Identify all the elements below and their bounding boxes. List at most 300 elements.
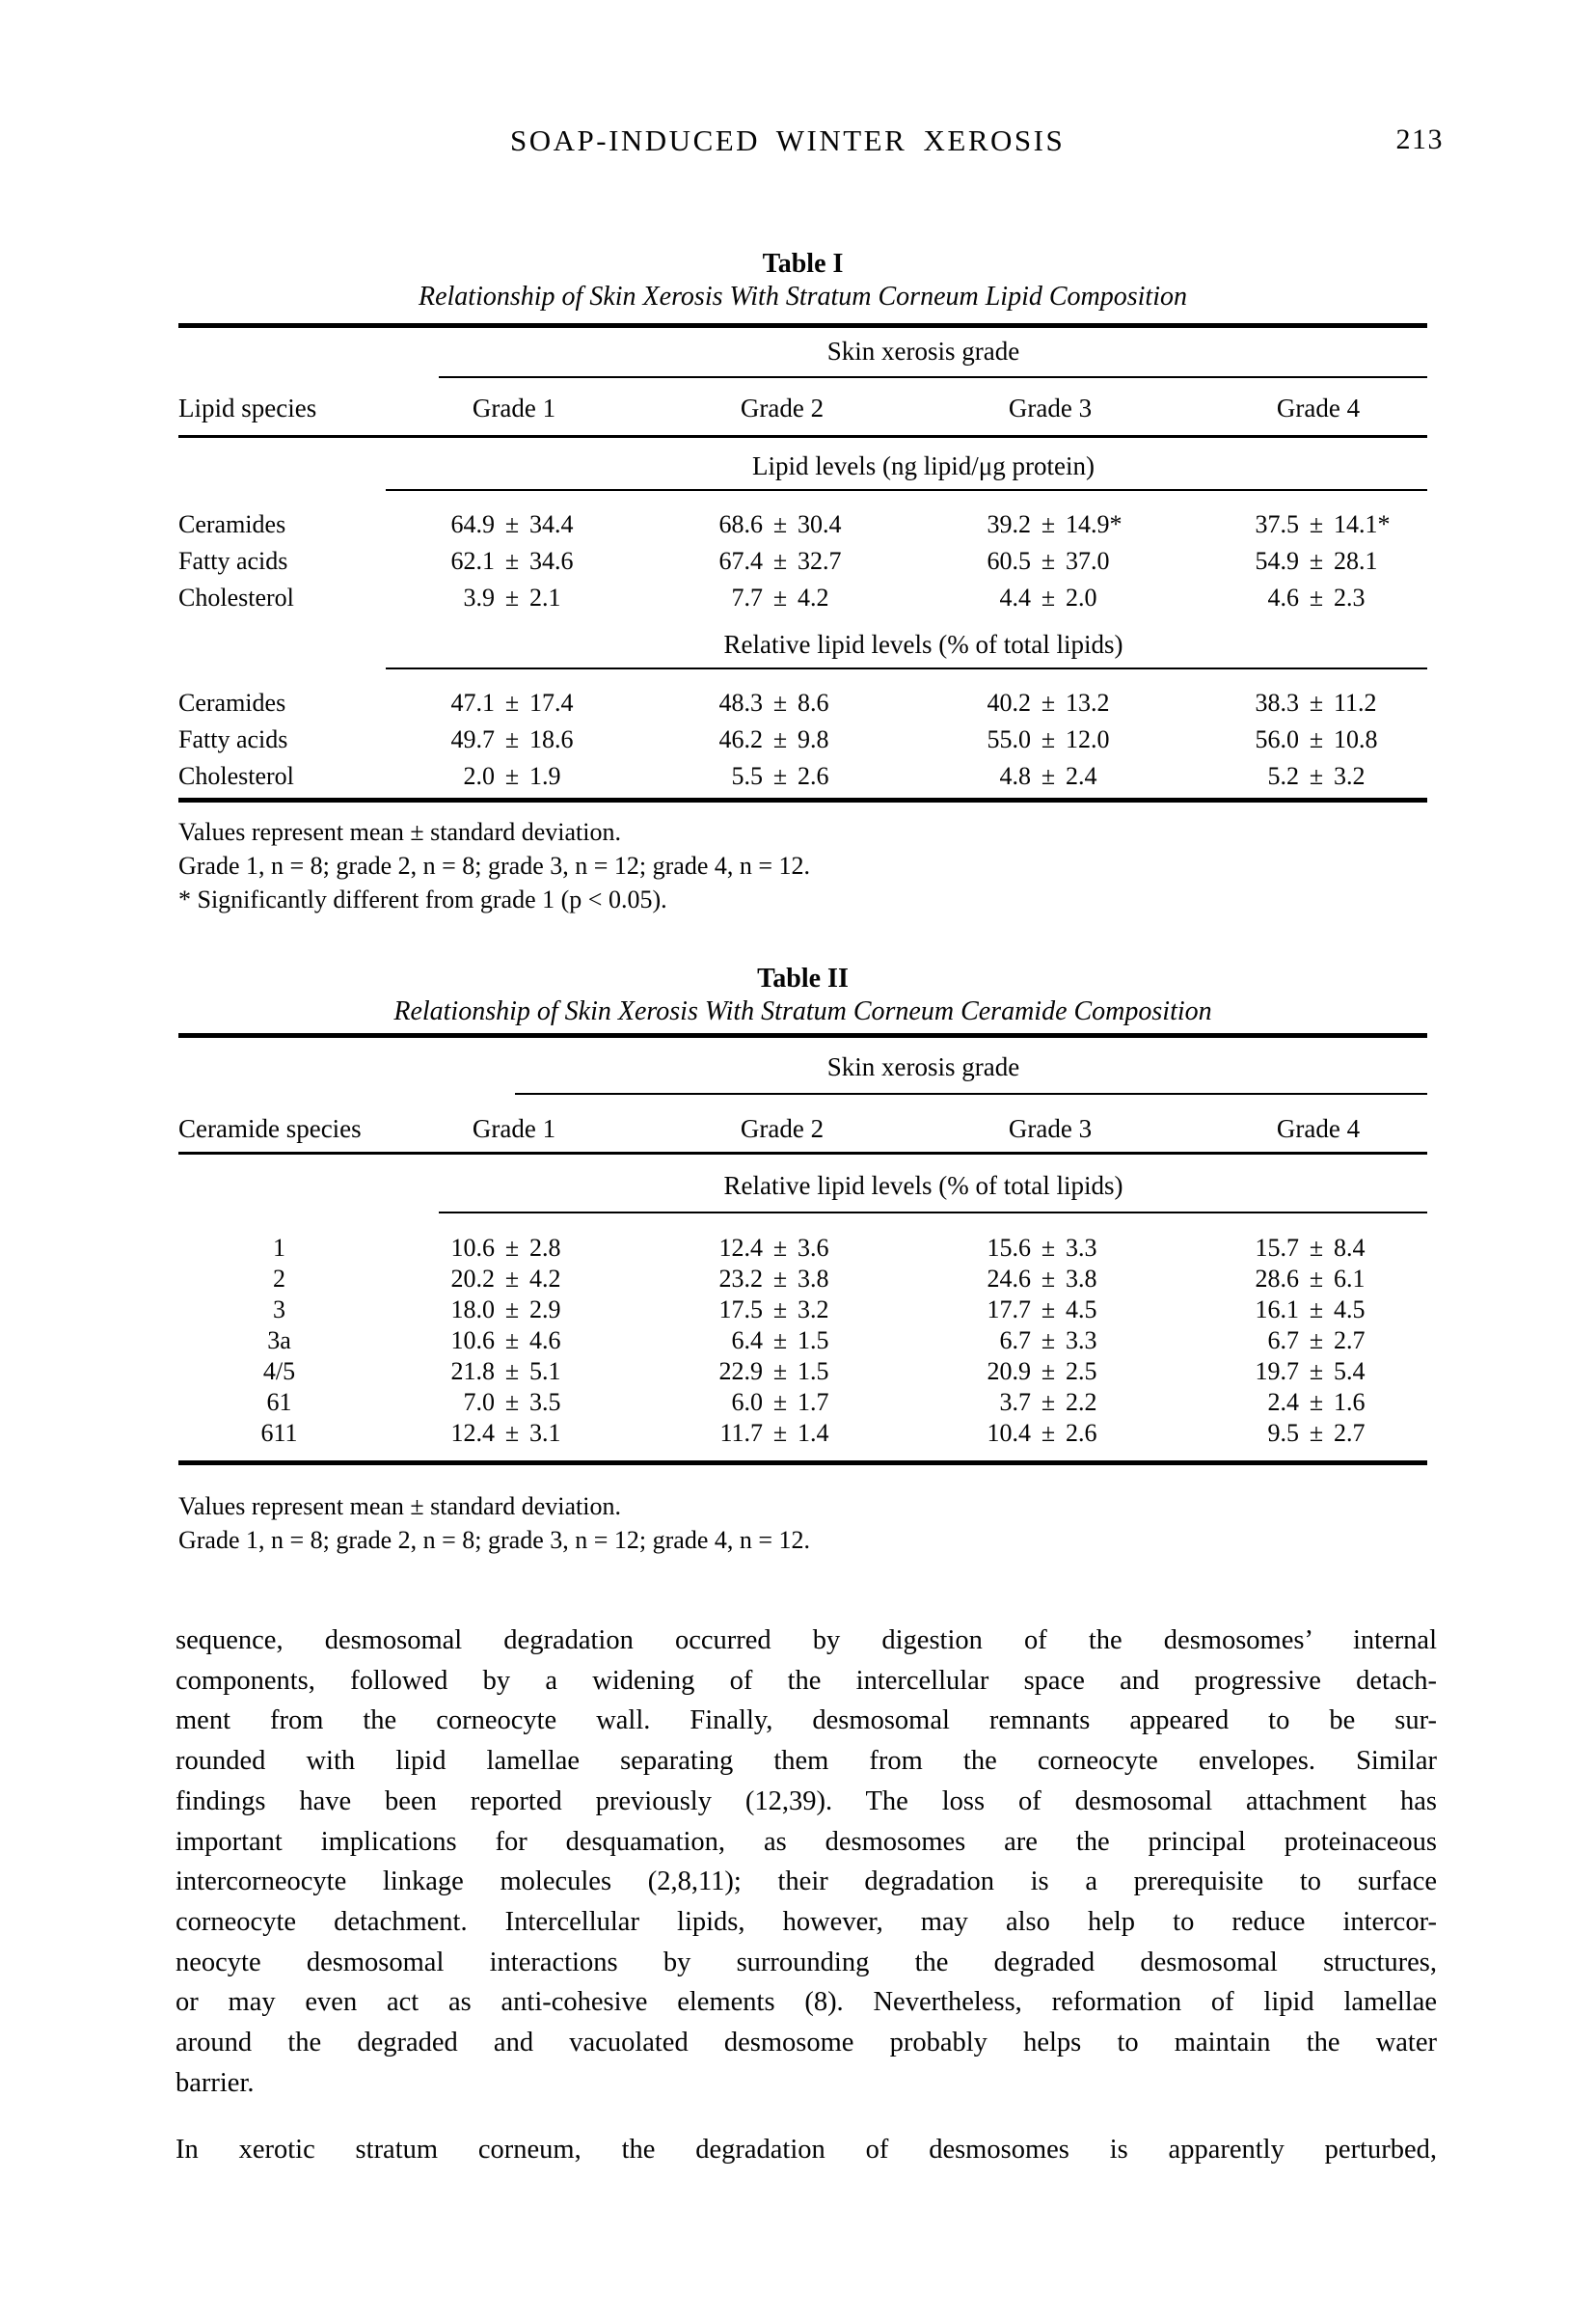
mean-value: 2.4 <box>1267 1388 1299 1416</box>
sd-value: 4.5 <box>1334 1295 1366 1323</box>
sd-value: 14.1* <box>1334 510 1391 538</box>
grade-spanner-label: Skin xerosis grade <box>826 337 1020 366</box>
table-label: Table I <box>762 249 844 279</box>
value-cell <box>648 1325 916 1356</box>
value-cell <box>380 722 648 758</box>
mean-value: 10.4 <box>987 1419 1031 1447</box>
table-title: Relationship of Skin Xerosis With Stratum Corneum Lipid Composition <box>419 282 1187 312</box>
sd-value: 14.9* <box>1066 510 1123 538</box>
plus-minus-symbol: ± <box>772 547 788 575</box>
plus-minus-symbol: ± <box>1309 762 1324 790</box>
body-line: findings have been reported previously (12,39). The loss of desmosomal attachment has <box>176 1785 1437 1816</box>
value-cell <box>380 1356 648 1387</box>
row-label: Ceramides <box>178 510 286 538</box>
table-header-row <box>178 394 1452 422</box>
plus-minus-symbol: ± <box>772 1357 788 1385</box>
body-line: rounded with lipid lamellae separating them from the corneocyte envelopes. Similar <box>176 1746 1437 1777</box>
value-cell <box>916 1294 1184 1325</box>
row-label: 611 <box>260 1419 298 1447</box>
sd-value: 4.6 <box>529 1326 561 1354</box>
mean-value: 6.4 <box>731 1326 763 1354</box>
plus-minus-symbol: ± <box>1309 1234 1324 1262</box>
paragraph <box>176 2130 1437 2170</box>
sd-value: 9.8 <box>798 725 829 753</box>
row-label: Fatty acids <box>178 725 288 753</box>
mean-value: 6.7 <box>1267 1326 1299 1354</box>
plus-minus-symbol: ± <box>1041 762 1056 790</box>
sd-value: 2.5 <box>1066 1357 1097 1385</box>
value-cell <box>916 580 1184 616</box>
column-header: Grade 1 <box>472 1114 556 1143</box>
section-subheader: Lipid levels (ng lipid/μg protein) <box>752 451 1095 480</box>
sd-value: 34.6 <box>529 547 574 575</box>
value-cell <box>1184 1356 1452 1387</box>
mean-value: 22.9 <box>718 1357 763 1385</box>
sd-value: 3.5 <box>529 1388 561 1416</box>
mean-value: 7.7 <box>731 584 763 612</box>
plus-minus-symbol: ± <box>1309 1265 1324 1293</box>
plus-minus-symbol: ± <box>1041 1357 1056 1385</box>
running-head: SOAP-INDUCED WINTER XEROSIS <box>510 123 1066 157</box>
mean-value: 48.3 <box>718 689 763 717</box>
body-text <box>176 1621 1437 2170</box>
mean-value: 2.0 <box>463 762 495 790</box>
plus-minus-symbol: ± <box>1041 1265 1056 1293</box>
plus-minus-symbol: ± <box>772 1326 788 1354</box>
mean-value: 38.3 <box>1255 689 1299 717</box>
body-line: sequence, desmosomal degradation occurred by digestion of the desmosomes’ internal <box>176 1625 1437 1655</box>
plus-minus-symbol: ± <box>1309 725 1324 753</box>
value-cell <box>1184 1264 1452 1294</box>
value-cell <box>648 1387 916 1418</box>
sd-value: 3.1 <box>529 1419 561 1447</box>
mean-value: 46.2 <box>718 725 763 753</box>
value-cell <box>380 1387 648 1418</box>
value-cell <box>916 1325 1184 1356</box>
table-body <box>178 1172 1452 1449</box>
column-header: Grade 4 <box>1276 1114 1361 1143</box>
row-label: 3 <box>273 1295 285 1323</box>
plus-minus-symbol: ± <box>1041 689 1056 717</box>
plus-minus-symbol: ± <box>772 584 788 612</box>
plus-minus-symbol: ± <box>504 762 520 790</box>
sd-value: 10.8 <box>1334 725 1378 753</box>
plus-minus-symbol: ± <box>504 1357 520 1385</box>
row-label: Cholesterol <box>178 762 294 790</box>
table-rows <box>178 1233 1452 1449</box>
value-cell <box>916 1233 1184 1264</box>
value-cell <box>380 1418 648 1449</box>
table-section <box>178 1172 1452 1449</box>
plus-minus-symbol: ± <box>504 547 520 575</box>
table-2 <box>178 955 1452 1557</box>
table-rule <box>178 798 1427 803</box>
table-label: Table II <box>757 964 849 994</box>
value-cell <box>916 722 1184 758</box>
table-section <box>178 452 1452 616</box>
value-cell <box>916 685 1184 722</box>
mean-value: 11.7 <box>719 1419 763 1447</box>
mean-value: 62.1 <box>450 547 495 575</box>
mean-value: 39.2 <box>987 510 1031 538</box>
plus-minus-symbol: ± <box>772 689 788 717</box>
footnote: Grade 1, n = 8; grade 2, n = 8; grade 3, n = 12; grade 4, n = 12. <box>178 1526 811 1554</box>
sd-value: 2.1 <box>529 584 561 612</box>
value-cell <box>1184 722 1452 758</box>
mean-value: 19.7 <box>1255 1357 1299 1385</box>
sd-value: 32.7 <box>798 547 842 575</box>
column-header: Grade 3 <box>1008 1114 1093 1143</box>
section-subheader: Relative lipid levels (% of total lipids) <box>723 630 1123 659</box>
body-line: barrier. <box>176 2067 255 2098</box>
table-row <box>178 758 1452 795</box>
table-row <box>178 722 1452 758</box>
footnote: Values represent mean ± standard deviation. <box>178 1492 621 1520</box>
table-1 <box>178 236 1452 916</box>
value-cell <box>1184 1387 1452 1418</box>
row-label: Fatty acids <box>178 547 288 575</box>
value-cell <box>648 722 916 758</box>
table-rows <box>178 685 1452 795</box>
sd-value: 1.6 <box>1334 1388 1366 1416</box>
sd-value: 1.5 <box>798 1326 829 1354</box>
footnote: Grade 1, n = 8; grade 2, n = 8; grade 3, n = 12; grade 4, n = 12. <box>178 852 811 880</box>
sd-value: 1.5 <box>798 1357 829 1385</box>
sd-value: 1.9 <box>529 762 561 790</box>
body-line: intercorneocyte linkage molecules (2,8,11); their degradation is a prerequisite to surface <box>176 1866 1437 1897</box>
table-row <box>178 1356 1452 1387</box>
plus-minus-symbol: ± <box>1041 1419 1056 1447</box>
table-title: Relationship of Skin Xerosis With Stratum Corneum Ceramide Composition <box>393 996 1212 1026</box>
table-row <box>178 1233 1452 1264</box>
plus-minus-symbol: ± <box>1041 1326 1056 1354</box>
sd-value: 18.6 <box>529 725 574 753</box>
mean-value: 12.4 <box>450 1419 495 1447</box>
row-label: Cholesterol <box>178 584 294 612</box>
plus-minus-symbol: ± <box>772 762 788 790</box>
column-header: Grade 2 <box>740 1114 825 1143</box>
sd-value: 4.2 <box>529 1265 561 1293</box>
table-rule <box>178 1152 1427 1155</box>
value-cell <box>380 1264 648 1294</box>
body-line: ment from the corneocyte wall. Finally, desmosomal remnants appeared to be sur- <box>176 1705 1437 1736</box>
plus-minus-symbol: ± <box>504 584 520 612</box>
column-header: Grade 3 <box>1008 394 1093 422</box>
sd-value: 1.7 <box>798 1388 829 1416</box>
table-header-row <box>178 1114 1452 1143</box>
plus-minus-symbol: ± <box>504 1234 520 1262</box>
row-label: 2 <box>273 1265 285 1293</box>
sd-value: 11.2 <box>1334 689 1377 717</box>
mean-value: 64.9 <box>450 510 495 538</box>
plus-minus-symbol: ± <box>1041 1295 1056 1323</box>
plus-minus-symbol: ± <box>772 1265 788 1293</box>
mean-value: 21.8 <box>450 1357 495 1385</box>
mean-value: 10.6 <box>450 1234 495 1262</box>
mean-value: 18.0 <box>450 1295 495 1323</box>
row-label: Ceramides <box>178 689 286 717</box>
value-cell <box>1184 1325 1452 1356</box>
value-cell <box>648 1264 916 1294</box>
column-header: Grade 2 <box>740 394 825 422</box>
mean-value: 20.9 <box>987 1357 1031 1385</box>
plus-minus-symbol: ± <box>504 1265 520 1293</box>
mean-value: 28.6 <box>1255 1265 1299 1293</box>
value-cell <box>916 506 1184 543</box>
sd-value: 28.1 <box>1334 547 1378 575</box>
plus-minus-symbol: ± <box>504 1419 520 1447</box>
plus-minus-symbol: ± <box>1309 547 1324 575</box>
body-line: or may even act as anti-cohesive elements (8). Nevertheless, reformation of lipid lamellae <box>176 1987 1437 2018</box>
mean-value: 17.5 <box>718 1295 763 1323</box>
mean-value: 3.7 <box>999 1388 1031 1416</box>
mean-value: 16.1 <box>1255 1295 1299 1323</box>
sd-value: 2.7 <box>1334 1326 1366 1354</box>
value-cell <box>916 1356 1184 1387</box>
sd-value: 3.2 <box>1334 762 1366 790</box>
value-cell <box>916 1418 1184 1449</box>
plus-minus-symbol: ± <box>1041 1388 1056 1416</box>
value-cell <box>380 758 648 795</box>
sd-value: 13.2 <box>1066 689 1110 717</box>
value-cell <box>916 1264 1184 1294</box>
mean-value: 5.5 <box>731 762 763 790</box>
plus-minus-symbol: ± <box>772 725 788 753</box>
sd-value: 2.9 <box>529 1295 561 1323</box>
value-cell <box>380 580 648 616</box>
table-row <box>178 1264 1452 1294</box>
body-line: important implications for desquamation, as desmosomes are the principal proteinaceous <box>176 1826 1437 1857</box>
table-row <box>178 1387 1452 1418</box>
table-rule <box>178 1033 1427 1038</box>
page-number: 213 <box>1395 123 1444 155</box>
mean-value: 4.8 <box>999 762 1031 790</box>
sd-value: 4.2 <box>798 584 829 612</box>
footnote: * Significantly different from grade 1 (p < 0.05). <box>178 886 667 913</box>
sd-value: 8.4 <box>1334 1234 1366 1262</box>
plus-minus-symbol: ± <box>772 1295 788 1323</box>
value-cell <box>648 1233 916 1264</box>
plus-minus-symbol: ± <box>772 1388 788 1416</box>
sd-value: 2.0 <box>1066 584 1097 612</box>
value-cell <box>380 1294 648 1325</box>
plus-minus-symbol: ± <box>1309 1357 1324 1385</box>
plus-minus-symbol: ± <box>772 510 788 538</box>
body-line: In xerotic stratum corneum, the degradation of desmosomes is apparently perturbed, <box>176 2135 1437 2166</box>
stub-header: Ceramide species <box>178 1114 362 1143</box>
mean-value: 4.4 <box>999 584 1031 612</box>
table-row <box>178 506 1452 543</box>
value-cell <box>1184 1418 1452 1449</box>
mean-value: 37.5 <box>1255 510 1299 538</box>
table-section <box>178 631 1452 795</box>
value-cell <box>916 543 1184 580</box>
mean-value: 67.4 <box>718 547 763 575</box>
plus-minus-symbol: ± <box>772 1419 788 1447</box>
plus-minus-symbol: ± <box>1309 1388 1324 1416</box>
value-cell <box>648 1356 916 1387</box>
value-cell <box>380 1325 648 1356</box>
plus-minus-symbol: ± <box>504 689 520 717</box>
plus-minus-symbol: ± <box>504 1295 520 1323</box>
plus-minus-symbol: ± <box>1309 1326 1324 1354</box>
table-rule <box>386 668 1427 669</box>
row-label: 4/5 <box>262 1357 296 1385</box>
column-header: Grade 1 <box>472 394 556 422</box>
row-label: 61 <box>266 1388 292 1416</box>
table-rule <box>178 1460 1427 1465</box>
mean-value: 17.7 <box>987 1295 1031 1323</box>
table-rule <box>515 1093 1427 1095</box>
mean-value: 15.6 <box>987 1234 1031 1262</box>
body-line: corneocyte detachment. Intercellular lipids, however, may also help to reduce intercor- <box>176 1906 1437 1937</box>
section-subheader: Relative lipid levels (% of total lipids) <box>723 1171 1123 1200</box>
value-cell <box>916 758 1184 795</box>
sd-value: 2.4 <box>1066 762 1097 790</box>
table-rule <box>439 1212 1427 1213</box>
sd-value: 30.4 <box>798 510 842 538</box>
mean-value: 9.5 <box>1267 1419 1299 1447</box>
sd-value: 8.6 <box>798 689 829 717</box>
column-header: Grade 4 <box>1276 394 1361 422</box>
sd-value: 3.8 <box>1066 1265 1097 1293</box>
stub-header: Lipid species <box>178 394 317 422</box>
row-label: 3a <box>267 1326 291 1354</box>
mean-value: 40.2 <box>987 689 1031 717</box>
sd-value: 2.3 <box>1334 584 1366 612</box>
plus-minus-symbol: ± <box>1309 689 1324 717</box>
value-cell <box>1184 1294 1452 1325</box>
sd-value: 3.6 <box>798 1234 829 1262</box>
table-rows <box>178 506 1452 616</box>
value-cell <box>1184 685 1452 722</box>
sd-value: 2.6 <box>798 762 829 790</box>
value-cell <box>380 1233 648 1264</box>
body-line: neocyte desmosomal interactions by surrounding the degraded desmosomal structures, <box>176 1947 1437 1977</box>
mean-value: 3.9 <box>463 584 495 612</box>
mean-value: 20.2 <box>450 1265 495 1293</box>
mean-value: 47.1 <box>450 689 495 717</box>
footnote: Values represent mean ± standard deviation. <box>178 818 621 846</box>
sd-value: 3.8 <box>798 1265 829 1293</box>
plus-minus-symbol: ± <box>504 725 520 753</box>
sd-value: 5.1 <box>529 1357 561 1385</box>
sd-value: 37.0 <box>1066 547 1110 575</box>
plus-minus-symbol: ± <box>1041 725 1056 753</box>
mean-value: 12.4 <box>718 1234 763 1262</box>
plus-minus-symbol: ± <box>504 1388 520 1416</box>
sd-value: 34.4 <box>529 510 574 538</box>
mean-value: 49.7 <box>450 725 495 753</box>
mean-value: 6.0 <box>731 1388 763 1416</box>
table-row <box>178 685 1452 722</box>
table-row <box>178 1294 1452 1325</box>
mean-value: 54.9 <box>1255 547 1299 575</box>
table-rule <box>439 376 1427 378</box>
mean-value: 5.2 <box>1267 762 1299 790</box>
plus-minus-symbol: ± <box>504 510 520 538</box>
value-cell <box>648 506 916 543</box>
sd-value: 2.6 <box>1066 1419 1097 1447</box>
table-row <box>178 580 1452 616</box>
value-cell <box>1184 580 1452 616</box>
plus-minus-symbol: ± <box>1309 1295 1324 1323</box>
plus-minus-symbol: ± <box>1041 547 1056 575</box>
sd-value: 3.2 <box>798 1295 829 1323</box>
mean-value: 10.6 <box>450 1326 495 1354</box>
value-cell <box>380 543 648 580</box>
mean-value: 24.6 <box>987 1265 1031 1293</box>
mean-value: 60.5 <box>987 547 1031 575</box>
table-row <box>178 1418 1452 1449</box>
value-cell <box>1184 506 1452 543</box>
mean-value: 4.6 <box>1267 584 1299 612</box>
table-rule <box>178 435 1427 438</box>
body-line: components, followed by a widening of the intercellular space and progressive detach- <box>176 1665 1437 1696</box>
value-cell <box>648 1294 916 1325</box>
value-cell <box>648 1418 916 1449</box>
mean-value: 7.0 <box>463 1388 495 1416</box>
body-line: around the degraded and vacuolated desmosome probably helps to maintain the water <box>176 2028 1437 2058</box>
value-cell <box>1184 543 1452 580</box>
value-cell <box>380 506 648 543</box>
sd-value: 17.4 <box>529 689 574 717</box>
table-footnotes <box>178 1489 1452 1557</box>
plus-minus-symbol: ± <box>1041 584 1056 612</box>
grade-spanner-label: Skin xerosis grade <box>826 1052 1020 1081</box>
mean-value: 6.7 <box>999 1326 1031 1354</box>
table-rule <box>386 489 1427 491</box>
sd-value: 12.0 <box>1066 725 1110 753</box>
mean-value: 23.2 <box>718 1265 763 1293</box>
table-body <box>178 452 1452 795</box>
plus-minus-symbol: ± <box>1309 1419 1324 1447</box>
sd-value: 6.1 <box>1334 1265 1366 1293</box>
sd-value: 2.7 <box>1334 1419 1366 1447</box>
sd-value: 4.5 <box>1066 1295 1097 1323</box>
table-row <box>178 543 1452 580</box>
plus-minus-symbol: ± <box>504 1326 520 1354</box>
value-cell <box>648 685 916 722</box>
value-cell <box>380 685 648 722</box>
sd-value: 2.2 <box>1066 1388 1097 1416</box>
plus-minus-symbol: ± <box>772 1234 788 1262</box>
sd-value: 3.3 <box>1066 1326 1097 1354</box>
plus-minus-symbol: ± <box>1041 510 1056 538</box>
row-label: 1 <box>273 1234 285 1262</box>
plus-minus-symbol: ± <box>1041 1234 1056 1262</box>
value-cell <box>648 543 916 580</box>
sd-value: 5.4 <box>1334 1357 1366 1385</box>
table-footnotes <box>178 815 1452 916</box>
plus-minus-symbol: ± <box>1309 584 1324 612</box>
value-cell <box>1184 1233 1452 1264</box>
plus-minus-symbol: ± <box>1309 510 1324 538</box>
value-cell <box>648 758 916 795</box>
sd-value: 3.3 <box>1066 1234 1097 1262</box>
mean-value: 55.0 <box>987 725 1031 753</box>
table-row <box>178 1325 1452 1356</box>
value-cell <box>916 1387 1184 1418</box>
paragraph <box>176 1621 1437 2103</box>
mean-value: 68.6 <box>718 510 763 538</box>
sd-value: 2.8 <box>529 1234 561 1262</box>
table-rule <box>178 323 1427 328</box>
value-cell <box>648 580 916 616</box>
sd-value: 1.4 <box>798 1419 829 1447</box>
value-cell <box>1184 758 1452 795</box>
mean-value: 15.7 <box>1255 1234 1299 1262</box>
